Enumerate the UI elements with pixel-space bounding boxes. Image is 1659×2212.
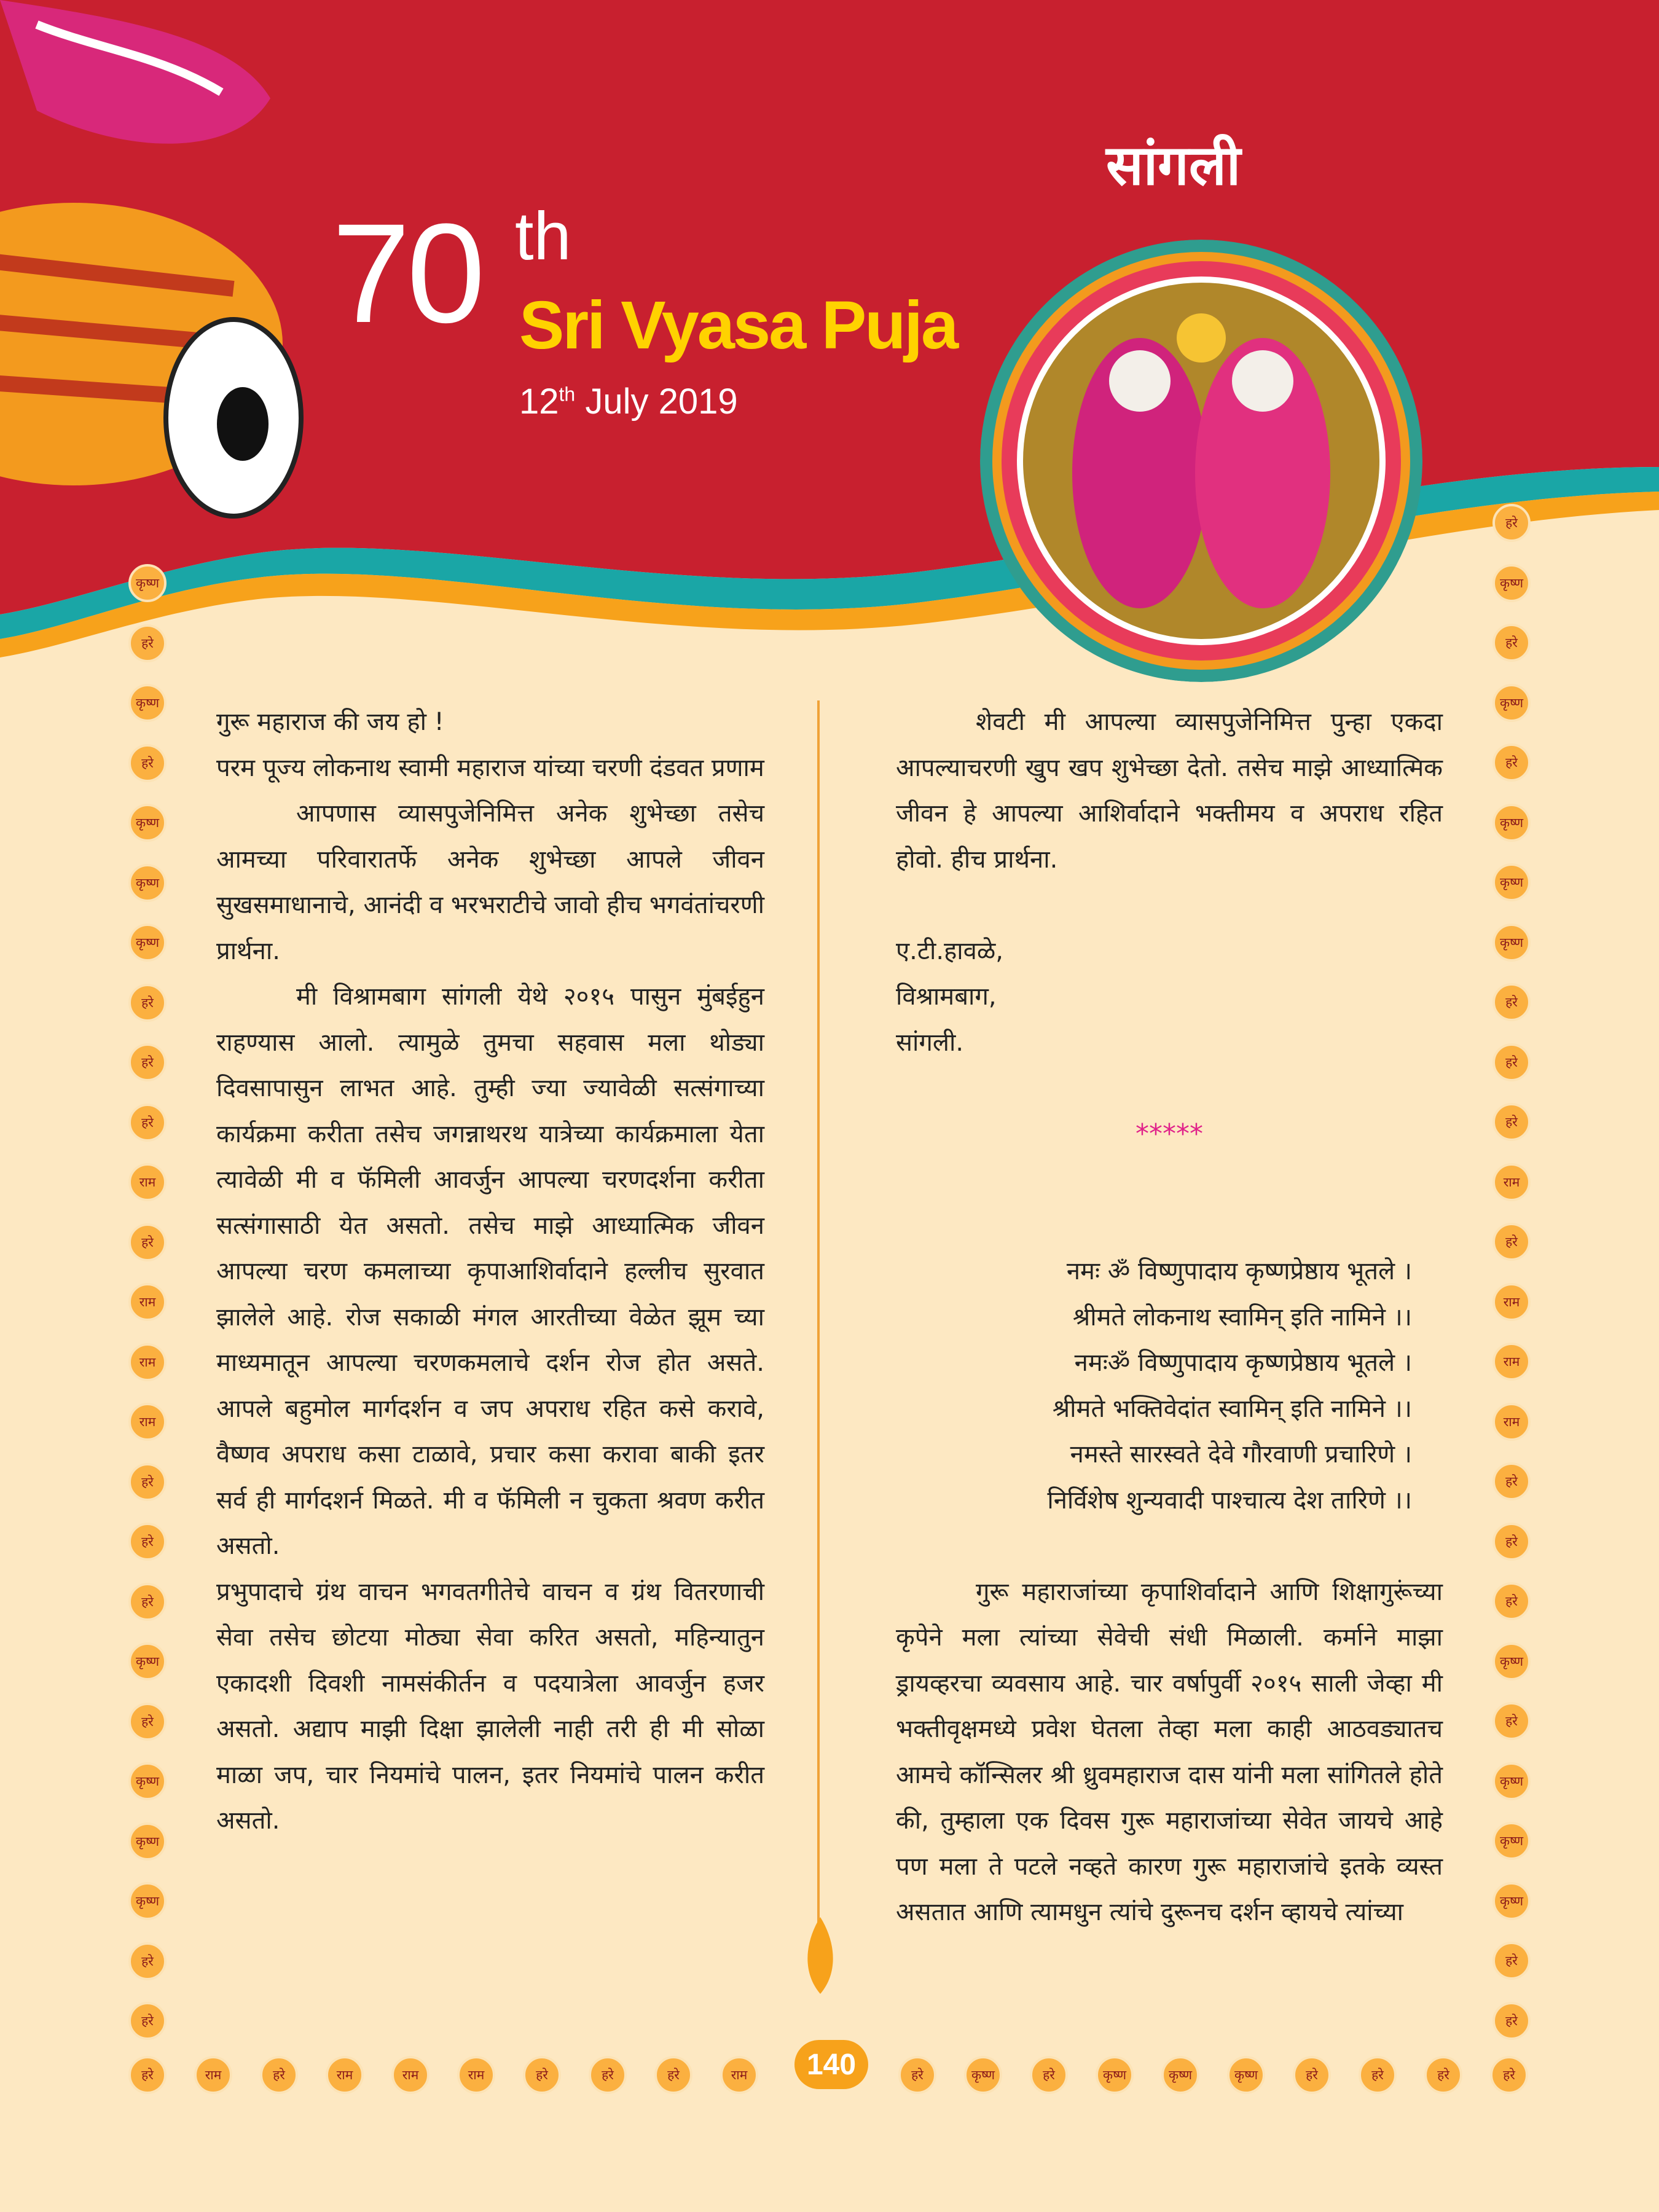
verse-line: नमः ॐ विष्णुपादाय कृष्णप्रेष्ठाय भूतले ।: [1066, 1257, 1412, 1285]
mantra-bead: हरे: [1492, 743, 1531, 782]
mantra-bead: कृष्ण: [1492, 1762, 1531, 1800]
mantra-bead: हरे: [128, 1523, 167, 1561]
mantra-bead: हरे: [1492, 1942, 1531, 1980]
mantra-bead: राम: [128, 1163, 167, 1201]
mantra-bead: राम: [128, 1283, 167, 1321]
mantra-bead: हरे: [1492, 983, 1531, 1021]
mantra-bead: कृष्ण: [128, 564, 167, 602]
spacer: [896, 1065, 1443, 1112]
mantra-bead: राम: [1492, 1403, 1531, 1441]
mantra-bead: हरे: [128, 1104, 167, 1142]
mantra-bead: हरे: [1293, 2056, 1331, 2094]
mantra-bead: हरे: [260, 2056, 298, 2094]
mantra-bead: हरे: [1492, 624, 1531, 662]
mantra-bead: कृष्ण: [1492, 684, 1531, 722]
mantra-bead: कृष्ण: [1492, 1882, 1531, 1920]
mantra-bead: हरे: [1492, 504, 1531, 542]
mantra-bead: राम: [1492, 1283, 1531, 1321]
verse-line: श्रीमते लोकनाथ स्वामिन् इति नामिने ।।: [1072, 1303, 1412, 1332]
mantra-bead: हरे: [128, 1043, 167, 1081]
mantra-bead: हरे: [128, 1223, 167, 1261]
event-title: Sri Vyasa Puja: [519, 288, 957, 363]
mantra-bead: राम: [194, 2056, 232, 2094]
signature-line: विश्रामबाग,: [896, 982, 997, 1011]
column-divider: [817, 700, 820, 1929]
mantra-bead: हरे: [128, 1703, 167, 1741]
mantra-bead: हरे: [898, 2056, 936, 2094]
mantra-bead: हरे: [1030, 2056, 1068, 2094]
mantra-bead: हरे: [1492, 1582, 1531, 1620]
mantra-bead: हरे: [128, 1942, 167, 1980]
mantra-bead: राम: [326, 2056, 364, 2094]
mantra-bead: हरे: [1492, 1462, 1531, 1500]
mantra-bead: कृष्ण: [1492, 924, 1531, 962]
mantra-bead: राम: [1492, 1343, 1531, 1381]
page-number: 140: [794, 2040, 868, 2089]
mantra-bead: हरे: [1424, 2056, 1462, 2094]
salutation: गुरू महाराज की जय हो !: [216, 708, 444, 736]
mantra-bead: हरे: [1492, 1103, 1531, 1141]
right-text-column: [896, 699, 1443, 1936]
mantra-bead: हरे: [589, 2056, 627, 2094]
signature-line: ए.टी.हावळे,: [896, 936, 1004, 965]
mantra-bead: हरे: [128, 984, 167, 1022]
mantra-bead: राम: [457, 2056, 495, 2094]
mantra-bead: कृष्ण: [1492, 804, 1531, 842]
spacer: [896, 1157, 1443, 1249]
mantra-bead: हरे: [1490, 2056, 1528, 2094]
mantra-bead: कृष्ण: [128, 684, 167, 722]
mantra-bead: राम: [720, 2056, 758, 2094]
divider-drop: [799, 1917, 842, 1997]
mantra-bead: कृष्ण: [128, 1762, 167, 1800]
mantra-bead: कृष्ण: [128, 864, 167, 902]
mantra-bead: हरे: [523, 2056, 561, 2094]
paragraph: मी विश्रामबाग सांगली येथे २०१५ पासुन मुंबईहुन राहण्यास आलो. त्यामुळे तुमचा सहवास मला थोड्या दिवसापासुन लाभत आहे. तुम्ही ज्या ज्यावेळी सत्संगाच्या कार्यक्रमा करीता तसेच जगन्नाथरथ यात्रेच्या कार्यक्रमाला येता त्यावेळी मी व फॅमिली आवर्जुन आपल्या चरणदर्शना करीता सत्संगासाठी येत असतो. तसेच माझे आध्यात्मिक जीवन आपल्या चरण कमलाच्या कृपाआशिर्वादाने हल्लीच सुरवात झालेले आहे. रोज सकाळी मंगल आरतीच्या वेळेत झूम च्या माध्यमातून आपल्या चरणकमलाचे दर्शन रोज होत असते. आपले बहुमोल मार्गदर्शन व जप अपराध रहित कसे करावे, वैष्णव अपराध कसा टाळावे, प्रचार कसा करावा बाकी इतर सर्व ही मार्गदशर्न मिळते. मी व फॅमिली न चुकता श्रवण करीत असतो.: [216, 982, 764, 1560]
verse-line: निर्विशेष शुन्यवादी पाश्चात्य देश तारिणे ।।: [1047, 1486, 1412, 1515]
title-number: 70: [332, 194, 482, 352]
mantra-bead: कृष्ण: [1492, 1642, 1531, 1681]
paragraph: आपणास व्यासपुजेनिमित्त अनेक शुभेच्छा तसेच आमच्या परिवारातर्फे अनेक शुभेच्छा आपले जीवन सुखसमाधानाचे, आनंदी व भरभराटीचे जावो हीच भगवंतांचरणी प्रार्थना.: [216, 799, 764, 965]
deity-photo: [980, 240, 1422, 682]
separator-stars: *****: [1135, 1118, 1203, 1150]
mantra-bead: हरे: [1492, 1223, 1531, 1261]
mantra-bead: हरे: [128, 624, 167, 662]
paragraph: प्रभुपादाचे ग्रंथ वाचन भगवतगीतेचे वाचन व ग्रंथ वितरणाची सेवा तसेच छोटया मोठ्या सेवा करित असतो, महिन्यातुन एकादशी दिवशी नामसंकीर्तन व पदयात्रेला आवर्जुन हजर असतो. अद्याप माझी दिक्षा झालेली नाही तरी ही मी सोळा माळा जप, चार नियमांचे पालन, इतर नियमांचे पालन करीत असतो.: [216, 1577, 764, 1835]
spacer: [896, 882, 1443, 928]
mantra-bead: हरे: [1359, 2056, 1397, 2094]
mantra-bead: राम: [128, 1343, 167, 1381]
mantra-bead: कृष्ण: [128, 924, 167, 962]
mantra-bead: हरे: [654, 2056, 692, 2094]
verse-line: नमःॐ विष्णुपादाय कृष्णप्रेष्ठाय भूतले ।: [1074, 1349, 1412, 1377]
verse-line: श्रीमते भक्तिवेदांत स्वामिन् इति नामिने ।।: [1052, 1394, 1412, 1423]
mantra-bead: कृष्ण: [128, 1822, 167, 1861]
mantra-bead: हरे: [1492, 2002, 1531, 2040]
mantra-bead: हरे: [128, 1463, 167, 1501]
mantra-bead: कृष्ण: [128, 804, 167, 842]
mantra-bead: कृष्ण: [1492, 863, 1531, 901]
header-banner: [0, 0, 1659, 676]
mantra-bead: कृष्ण: [1096, 2056, 1134, 2094]
title-superscript: th: [515, 198, 571, 274]
left-text-column: [216, 699, 764, 1844]
paragraph: शेवटी मी आपल्या व्यासपुजेनिमित्त पुन्हा एकदा आपल्याचरणी खुप खप शुभेच्छा देतो. तसेच माझे आध्यात्मिक जीवन हे आपल्या आशिर्वादाने भक्तीमय व अपराध रहित होवो. हीच प्रार्थना.: [896, 708, 1443, 874]
mantra-bead: कृष्ण: [964, 2056, 1002, 2094]
mantra-bead: हरे: [128, 1583, 167, 1621]
mantra-bead: हरे: [128, 2002, 167, 2040]
mantra-bead: हरे: [128, 2056, 167, 2094]
paragraph: परम पूज्य लोकनाथ स्वामी महाराज यांच्या चरणी दंडवत प्रणाम: [216, 753, 764, 782]
mantra-bead: हरे: [128, 744, 167, 782]
paragraph: गुरू महाराजांच्या कृपाशिर्वादाने आणि शिक्षागुरूंच्या कृपेने मला त्यांच्या सेवेची संधी मिळाली. कर्माने माझा ड्रायव्हरचा व्यवसाय आहे. चार वर्षापुर्वी २०१५ साली जेव्हा मी भक्तीवृक्षमध्ये प्रवेश घेतला तेव्हा मला काही आठवड्यातच आमचे कॉन्सिलर श्री ध्रुवमहाराज दास यांनी मला सांगितले होते की, तुम्हाला एक दिवस गुरू महाराजांच्या सेवेत जायचे आहे पण मला ते पटले नव्हते कारण गुरू महाराजांचे इतके व्यस्त असतात आणि त्यामधुन त्यांचे दुरूनच दर्शन व्हायचे त्यांच्या: [896, 1577, 1443, 1926]
mantra-bead: कृष्ण: [128, 1882, 167, 1920]
mantra-bead: कृष्ण: [1161, 2056, 1199, 2094]
mantra-bead: राम: [128, 1403, 167, 1441]
mantra-bead: कृष्ण: [1492, 1822, 1531, 1860]
mantra-bead: कृष्ण: [128, 1642, 167, 1681]
place-name: सांगली: [1106, 133, 1241, 198]
mantra-bead: राम: [391, 2056, 429, 2094]
spacer: [896, 1523, 1443, 1569]
mantra-bead: हरे: [1492, 1043, 1531, 1081]
mantra-bead: कृष्ण: [1492, 564, 1531, 602]
mantra-bead: हरे: [1492, 1702, 1531, 1740]
mantra-bead: कृष्ण: [1227, 2056, 1265, 2094]
verse-line: नमस्ते सारस्वते देवे गौरवाणी प्रचारिणे ।: [1070, 1440, 1412, 1469]
mantra-bead: हरे: [1492, 1523, 1531, 1561]
signature-line: सांगली.: [896, 1028, 964, 1057]
mantra-bead: राम: [1492, 1163, 1531, 1201]
event-date: 12th July 2019: [519, 382, 738, 422]
